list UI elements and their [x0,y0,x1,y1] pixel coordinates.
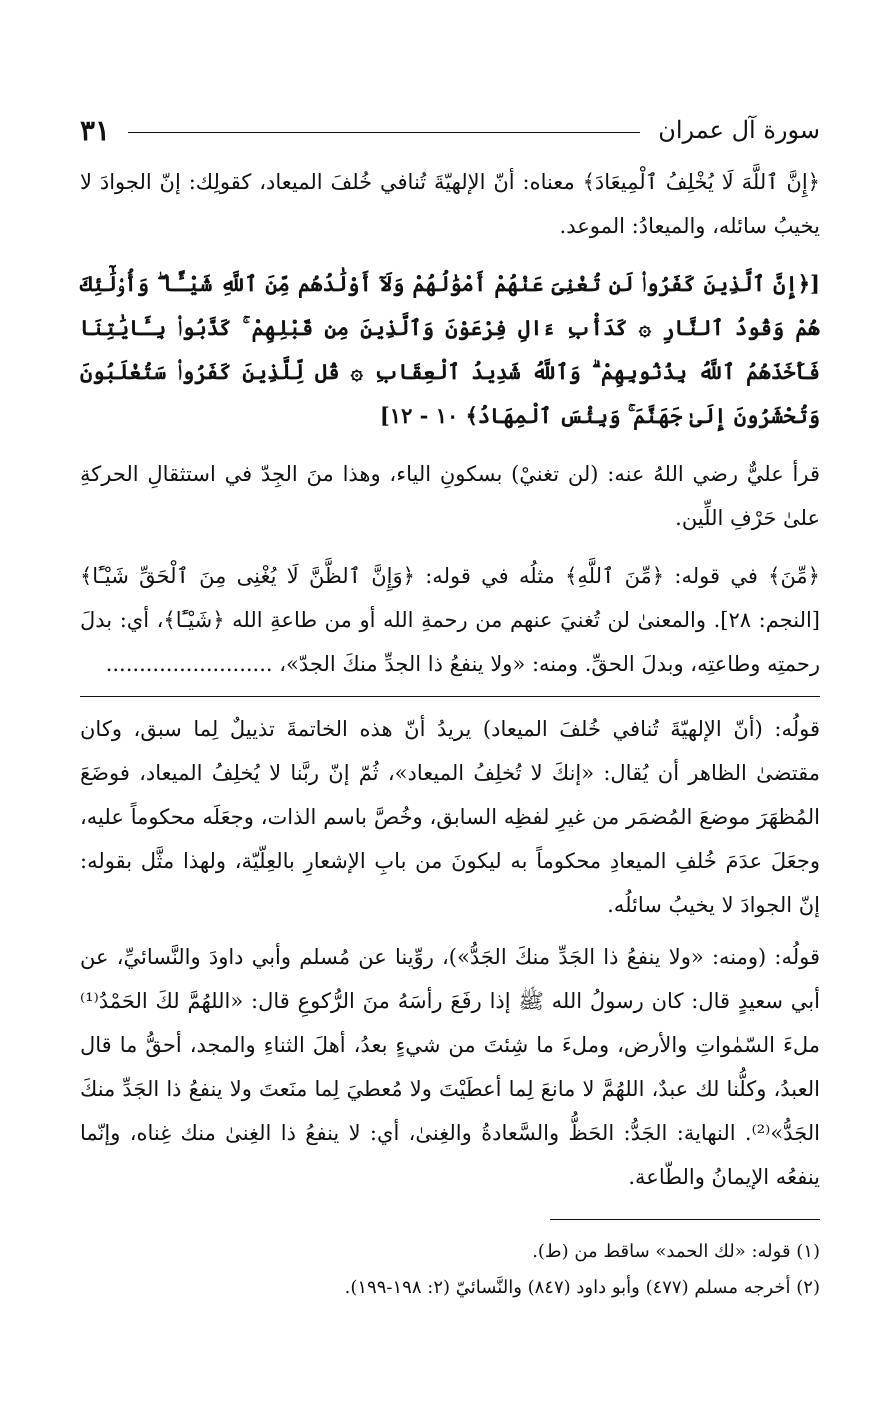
main-paragraph-1: ﴿إِنَّ ٱللَّهَ لَا يُخْلِفُ ٱلْمِيعَادَ﴾ معناه: أنّ الإلهيّةَ تُنافي خُلفَ الميعاد، كقولِك: إنّ الجوادَ لا يخيبُ سائله، والميعادُ: الموعد. [80,170,820,238]
commentary-paragraph-1: قولُه: (أنّ الإلهيّةَ تُنافي خُلفَ الميعاد) يريدُ أنّ هذه الخاتمةَ تذييلٌ لِما سبق، وكان مقتضىٰ الظاهر أن يُقال: «إنكَ لا تُخلِفُ الميعاد»، ثُمّ إنّ ربَّنا لا يُخلِفُ الميعاد، فوضَعَ المُظهَرَ موضعَ المُضمَر من غيرِ لفظِه السابق، وخُصَّ باسم الذات، وجعَلَه محكوماً عليه، وجعَلَ عدَمَ خُلفِ الميعادِ محكوماً به ليكونَ من بابِ الإشعارِ بالعِلّيّة، ولهذا مثَّل بقوله: إنّ الجوادَ لا يخيبُ سائلُه. [80,717,820,917]
main-paragraph-3: ﴿مِّنَ﴾ في قوله: ﴿مِّنَ ٱللَّهِ﴾ مثلُه في قوله: ﴿وَإِنَّ ٱلظَّنَّ لَا يُغْنِى مِنَ ٱلْحَقِّ شَيْـًٔا﴾ [النجم: ٢٨]. والمعنىٰ لن تُغنيَ عنهم من رحمةِ الله أو من طاعةِ الله ﴿شَيْـًٔا﴾، أي: بدلَ رحمتِه وطاعتِه، وبدلَ الحقِّ. ومنه: «ولا ينفعُ ذا الجدِّ منكَ الجدّ»، ......................... [80,564,820,676]
footnote-2: (٢) أخرجه مسلم (٤٧٧) وأبو داود (٨٤٧) والنَّسائيّ (٢: ١٩٨-١٩٩). [344,1277,820,1298]
footnote-1: (١) قوله: «لك الحمد» ساقط من (ط). [532,1241,820,1262]
footnotes [80,1234,820,1306]
main-paragraph-2: قرأ عليٌّ رضي اللهُ عنه: (لن تغنيْ) بسكونِ الياء، وهذا منَ الجِدّ في استثقالِ الحركةِ علىٰ حَرْفِ اللِّين. [80,462,820,530]
commentary-paragraph-2: قولُه: (ومنه: «ولا ينفعُ ذا الجَدِّ منكَ الجَدُّ»)، روِّينا عن مُسلم وأبي داودَ والنَّسائيِّ، عن أبي سعيدٍ قال: كان رسولُ الله ﷺ إذا رفَعَ رأسَهُ منَ الرُّكوعِ قال: «اللهُمَّ لكَ الحَمْدُ⁽¹⁾ ملءَ السّمٰواتِ والأرض، وملءَ ما شِئتَ من شيءٍ بعدُ، أهلَ الثناءِ والمجد، أحقُّ ما قال العبدُ، وكلُّنا لك عبدٌ، اللهُمَّ لا مانعَ لِما أعطَيْتَ ولا مُعطيَ لِما منَعتَ ولا ينفعُ ذا الجَدِّ منكَ الجَدُّ»⁽²⁾. النهاية: الجَدُّ: الحَظُّ والسَّعادةُ والغِنىٰ، أي: لا ينفعُ ذا الغِنىٰ منك غِناه، وإنّما ينفعُه الإيمانُ والطّاعة. [80,945,820,1189]
page-number: ٣١ [80,113,111,147]
page [80,108,820,1306]
footnote-divider [550,1219,820,1220]
surah-title: سورة آل عمران [658,116,820,144]
section-divider [80,696,820,697]
quran-verse-block: [﴿إِنَّ ٱلَّذِينَ كَفَرُوا۟ لَن تُغْنِىَ عَنْهُمْ أَمْوَٰلُهُمْ وَلَآ أَوْلَٰدُهُم مِّنَ ٱللَّهِ شَيْـًٔا ۖ وَأُو۟لَٰٓئِكَ هُمْ وَقُودُ ٱلنَّارِ ۞ كَدَأْبِ ءَالِ فِرْعَوْنَ وَٱلَّذِينَ مِن قَبْلِهِمْ ۚ كَذَّبُوا۟ بِـَٔايَٰتِنَا فَأَخَذَهُمُ ٱللَّهُ بِذُنُوبِهِمْ ۗ وَٱللَّهُ شَدِيدُ ٱلْعِقَابِ ۞ قُل لِّلَّذِينَ كَفَرُوا۟ سَتُغْلَبُونَ وَتُحْشَرُونَ إِلَىٰ جَهَنَّمَ ۚ وَبِئْسَ ٱلْمِهَادُ﴾ ١٠ - ١٢] [80,271,820,428]
header-rule [128,132,640,133]
page-header [80,108,820,152]
